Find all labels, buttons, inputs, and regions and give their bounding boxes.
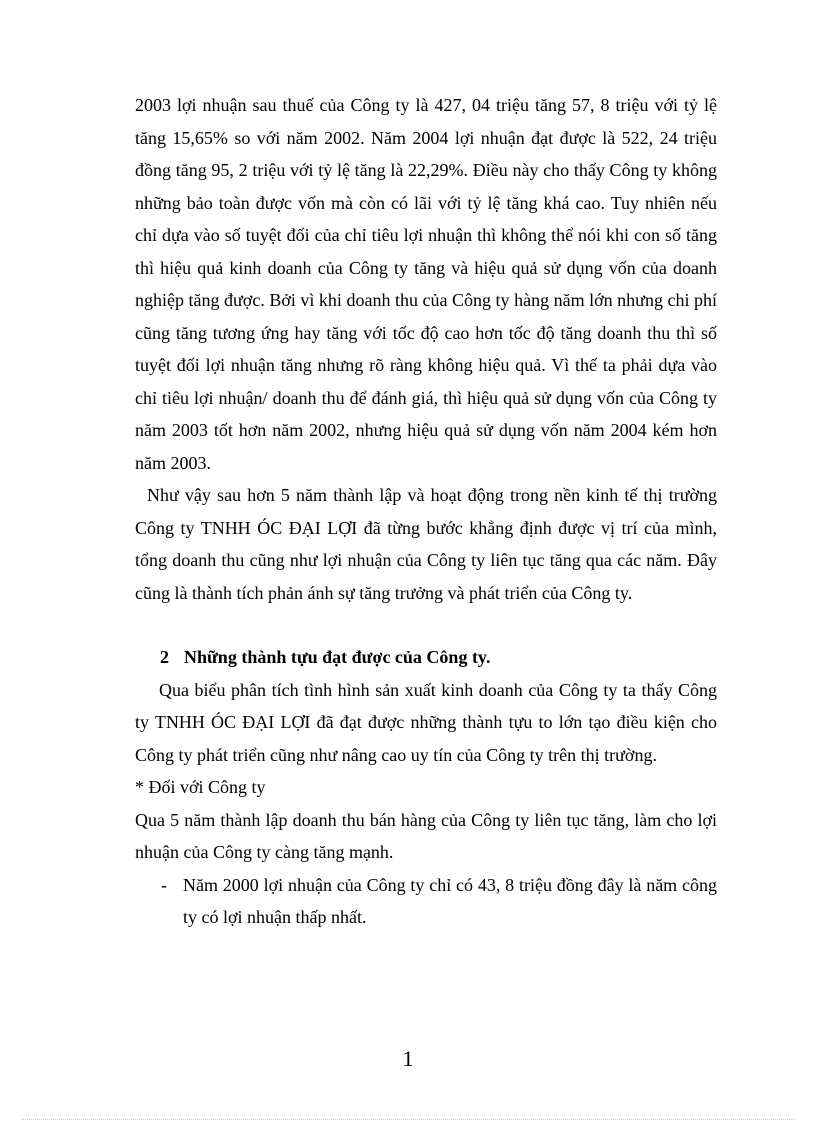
page-number: 1	[402, 1046, 414, 1071]
page-bottom-divider	[22, 1119, 794, 1120]
bullet-marker: -	[161, 874, 167, 895]
section-intro-paragraph: Qua biểu phân tích tình hình sản xuất kinh doanh của Công ty ta thấy Công ty TNHH ÓC ĐẠI LỢI đã đạt được những thành tựu to lớn tạo điều kiện cho Công ty phát triển cũng như nâng cao uy tín của Công ty trên thị trường.	[135, 679, 717, 765]
paragraph-profit-analysis: 2003 lợi nhuận sau thuế của Công ty là 427, 04 triệu tăng 57, 8 triệu với tỷ lệ tăng 15,65% so với năm 2002. Năm 2004 lợi nhuận đạt được là 522, 24 triệu đồng tăng 95, 2 triệu với tỷ lệ tăng là 22,29%. Điều này cho thấy Công ty không những bảo toàn được vốn mà còn có lãi với tỷ lệ tăng khá cao. Tuy nhiên nếu chỉ dựa vào số tuyệt đối của chỉ tiêu lợi nhuận thì không thể nói khi con số tăng thì hiệu quả kinh doanh của Công ty tăng và hiệu quả sử dụng vốn của doanh nghiệp tăng được. Bởi vì khi doanh thu của Công ty hàng năm lớn nhưng chi phí cũng tăng tương ứng hay tăng với tốc độ cao hơn tốc độ tăng doanh thu thì số tuyệt đối lợi nhuận tăng nhưng rõ ràng không hiệu quả. Vì thế ta phải dựa vào chỉ tiêu lợi nhuận/ doanh thu để đánh giá, thì hiệu quả sử dụng vốn của Công ty năm 2003 tốt hơn năm 2002, nhưng hiệu quả sử dụng vốn năm 2004 kém hơn năm 2003.	[135, 95, 717, 473]
section-number: 2	[160, 647, 169, 667]
section-body-paragraph: Qua 5 năm thành lập doanh thu bán hàng của Công ty liên tục tăng, làm cho lợi nhuận của Công ty càng tăng mạnh.	[135, 809, 717, 862]
section-title: Những thành tựu đạt được của Công ty.	[184, 647, 491, 667]
section-subheading: * Đối với Công ty	[135, 777, 266, 797]
section-heading	[135, 641, 717, 674]
bullet-text: Năm 2000 lợi nhuận của Công ty chỉ có 43, 8 triệu đồng đây là năm công ty có lợi nhuận thấp nhất.	[183, 874, 717, 927]
paragraph-summary: Như vậy sau hơn 5 năm thành lập và hoạt động trong nền kinh tế thị trường Công ty TNHH ÓC ĐẠI LỢI đã từng bước khẳng định được vị trí của mình, tổng doanh thu cũng như lợi nhuận của Công ty liên tục tăng qua các năm. Đây cũng là thành tích phản ánh sự tăng trưởng và phát triển của Công ty.	[135, 485, 717, 603]
list-item	[135, 869, 717, 934]
document-body	[135, 89, 717, 934]
